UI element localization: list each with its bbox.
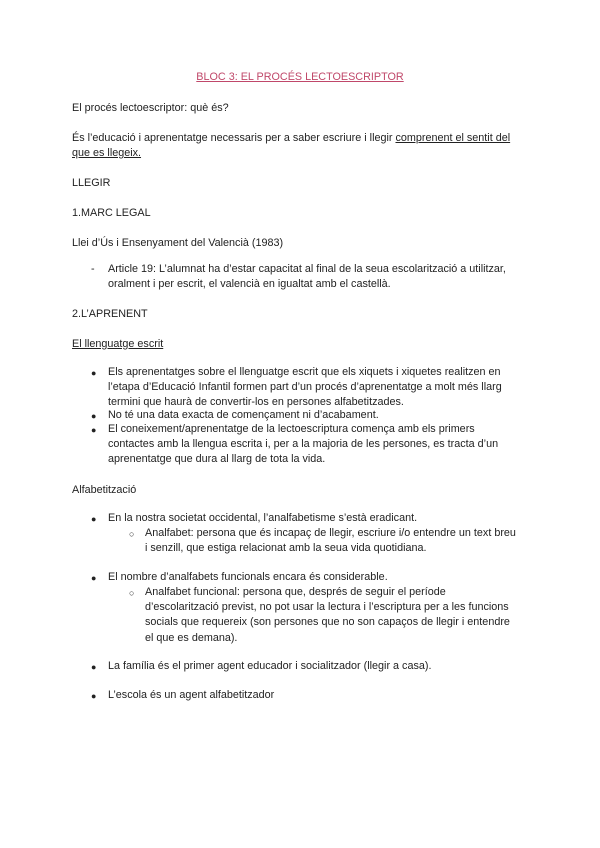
list-item-line: El coneixement/aprenentatge de la lectoescriptura comença amb els primers <box>108 423 475 435</box>
bullet-icon: ● <box>91 425 97 435</box>
definition-underlined-1: comprenent el sentit del <box>395 132 511 144</box>
article-19 <box>108 262 506 292</box>
list-item-line: termini que haurà de convertir-los en persones alfabetitzades. <box>108 396 404 409</box>
sub-list-item-line: Analfabet: persona que és incapaç de llegir, escriure i/o entendre un text breu <box>145 527 516 539</box>
bullet-icon: ● <box>91 411 97 421</box>
list-item-line: Els aprenentatges sobre el llenguatge escrit que els xiquets i xiquetes realitzen en <box>108 366 501 378</box>
bullet-icon: ● <box>91 573 97 583</box>
sub-bullet-icon: ○ <box>129 529 135 539</box>
question-line: El procés lectoescriptor: què és? <box>72 102 229 114</box>
definition-text: És l’educació i aprenentatge necessaris per a saber escriure i llegir <box>72 132 396 144</box>
definition-line-1 <box>72 131 510 145</box>
definition-underlined-2: que es llegeix. <box>72 147 142 159</box>
sub-list-item-line: d’escolarització previst, no pot usar la lectura i l’escriptura per a les funcions <box>145 601 509 614</box>
list-item: En la nostra societat occidental, l’analfabetisme s’està eradicant. <box>108 512 418 524</box>
list-item <box>108 365 502 411</box>
list-item-line: aprenentatge que dura al llarg de tota la vida. <box>108 453 326 466</box>
list-item-line: l’etapa d’Educació Infantil formen part d’un procés d’aprenentatge a molt més llarg <box>108 381 502 394</box>
list-item-line: No té una data exacta de començament ni d’acabament. <box>108 409 379 421</box>
list-item-line: contactes amb la llengua escrita i, per a la majoria de les persones, es tracta d’un <box>108 438 499 451</box>
list-item: El nombre d’analfabets funcionals encara és considerable. <box>108 571 388 583</box>
section-llegir: LLEGIR <box>72 177 111 189</box>
document-title: BLOC 3: EL PROCÉS LECTOESCRIPTOR <box>196 71 404 83</box>
bullet-icon: ● <box>91 691 97 701</box>
sub-bullet-icon: ○ <box>129 588 135 598</box>
list-item: La família és el primer agent educador i socialitzador (llegir a casa). <box>108 660 432 672</box>
bullet-icon: ● <box>91 662 97 672</box>
bullet-icon: ● <box>91 514 97 524</box>
list-item: L’escola és un agent alfabetitzador <box>108 689 275 701</box>
section-aprenent: 2.L’APRENENT <box>72 308 148 320</box>
sub-list-item-line: i senzill, que estiga relacionat amb la seua vida quotidiana. <box>145 542 427 555</box>
sub-list-item-line: Analfabet funcional: persona que, després de seguir el període <box>145 586 446 598</box>
article-line: oralment i per escrit, el valencià en igualtat amb el castellà. <box>108 278 391 291</box>
article-line: Article 19: L’alumnat ha d’estar capacitat al final de la seua escolarització a utilitzar, <box>108 263 506 275</box>
law-title: Llei d’Ús i Ensenyament del Valencià (1983) <box>72 237 284 249</box>
sub-list-item-line: el que es demana). <box>145 631 238 644</box>
subheading-alfabetitzacio: Alfabetització <box>72 484 137 496</box>
sub-list-item-line: socials que requereix (son persones que no son capaços de llegir i entendre <box>145 616 510 629</box>
section-marc-legal: 1.MARC LEGAL <box>72 207 151 219</box>
definition-line-2 <box>72 146 141 160</box>
list-item <box>108 408 379 423</box>
sub-list-item <box>145 585 510 646</box>
dash-marker: - <box>91 263 95 275</box>
list-item <box>108 422 498 468</box>
bullet-icon: ● <box>91 368 97 378</box>
subheading-llenguatge-escrit: El llenguatge escrit <box>72 338 164 350</box>
sub-list-item <box>145 526 516 556</box>
